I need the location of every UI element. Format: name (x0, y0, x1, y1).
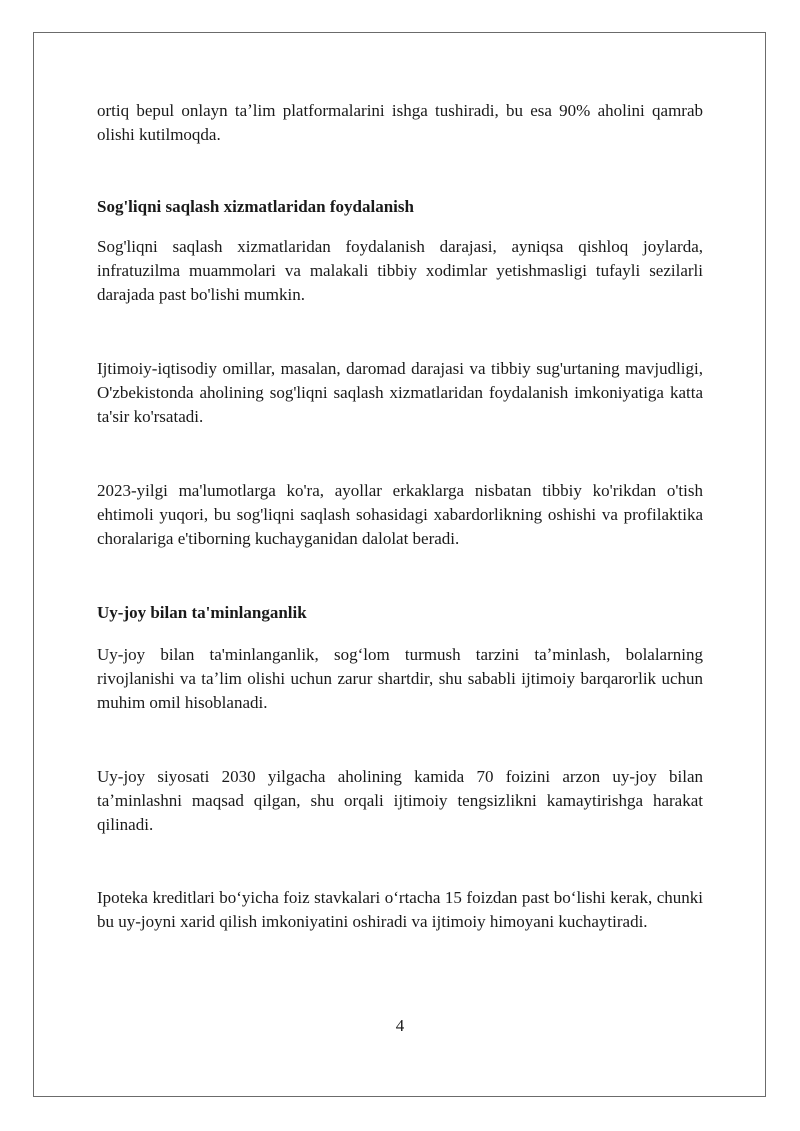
health-paragraph-1 (97, 235, 703, 307)
page-number: 4 (395, 1016, 405, 1035)
paragraph: ortiq bepul onlayn taʼlim platformalarini ishga tushiradi, bu esa 90% aholini qamrab olishi kutilmoqda. (97, 101, 703, 144)
section-heading-housing (97, 601, 703, 625)
paragraph: Ipoteka kreditlari bo‘yicha foiz stavkalari o‘rtacha 15 foizdan past bo‘lishi kerak, chunki bu uy-joyni xarid qilish imkoniyatini oshiradi va ijtimoiy himoyani kuchaytiradi. (97, 888, 703, 931)
health-paragraph-2 (97, 357, 703, 429)
section-heading: Uy-joy bilan ta'minlanganlik (97, 603, 307, 622)
housing-paragraph-3 (97, 886, 703, 934)
paragraph: 2023-yilgi ma'lumotlarga ko'ra, ayollar erkaklarga nisbatan tibbiy ko'rikdan o'tish ehtimoli yuqori, bu sog'liqni saqlash sohasidagi xabardorlikning oshishi va profilaktika choralariga e'tiborning kuchayganidan dalolat beradi. (97, 481, 703, 548)
paragraph: Uy-joy siyosati 2030 yilgacha aholining kamida 70 foizini arzon uy-joy bilan taʼminlashni maqsad qilgan, shu orqali ijtimoiy tengsizlikni kamaytirishga harakat qilinadi. (97, 767, 703, 834)
intro-paragraph (97, 99, 703, 147)
paragraph: Ijtimoiy-iqtisodiy omillar, masalan, daromad darajasi va tibbiy sug'urtaning mavjudligi, O'zbekistonda aholining sog'liqni saqlash xizmatlaridan foydalanish imkoniyatiga katta ta'sir ko'rsatadi. (97, 359, 703, 426)
health-paragraph-3 (97, 479, 703, 551)
paragraph: Sog'liqni saqlash xizmatlaridan foydalanish darajasi, ayniqsa qishloq joylarda, infratuzilma muammolari va malakali tibbiy xodimlar yetishmasligi tufayli sezilarli darajada past bo'lishi mumkin. (97, 237, 703, 304)
page-border (33, 32, 766, 1097)
housing-paragraph-2 (97, 765, 703, 837)
housing-paragraph-1 (97, 643, 703, 715)
section-heading-health (97, 195, 703, 219)
paragraph: Uy-joy bilan ta'minlanganlik, sog‘lom turmush tarzini taʼminlash, bolalarning rivojlanishi va taʼlim olishi uchun zarur shartdir, shu sababli ijtimoiy barqarorlik uchun muhim omil hisoblanadi. (97, 645, 703, 712)
section-heading: Sog'liqni saqlash xizmatlaridan foydalanish (97, 197, 414, 216)
